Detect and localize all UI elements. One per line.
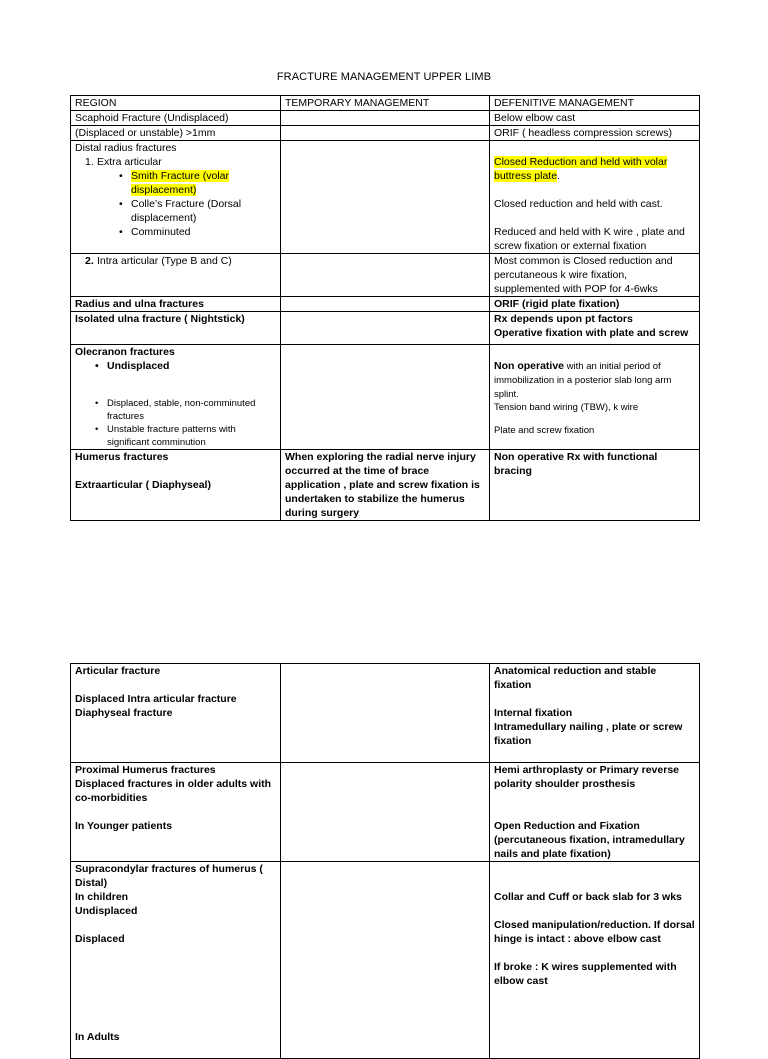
list-item: • Comminuted [119, 226, 191, 238]
table-row-articular [71, 664, 700, 763]
temporary-cell [281, 345, 490, 450]
temporary-cell [281, 763, 490, 862]
table-row-humerus [71, 450, 700, 521]
region-cell: Proximal Humerus fractures Displaced fractures in older adults with co-morbidities In Younger patients [71, 763, 281, 862]
header-temporary: TEMPORARY MANAGEMENT [281, 96, 490, 111]
temporary-cell [281, 312, 490, 345]
table-header-row [71, 96, 700, 111]
definitive-cell: Collar and Cuff or back slab for 3 wks Closed manipulation/reduction. If dorsal hinge is intact : above elbow cast If broke : K wires supplemented with elbow cast [490, 862, 700, 1059]
header-definitive: DEFENITIVE MANAGEMENT [490, 96, 700, 111]
table-row-supracondylar [71, 862, 700, 1059]
table-row-olecranon [71, 345, 700, 450]
region-cell: Radius and ulna fractures [71, 297, 281, 312]
region-cell: (Displaced or unstable) >1mm [71, 126, 281, 141]
table-row [71, 297, 700, 312]
definitive-cell: Rx depends upon pt factors Operative fixation with plate and screw [490, 312, 700, 345]
definitive-cell: Non operative Rx with functional bracing [490, 450, 700, 521]
fracture-table-lower [70, 663, 700, 1059]
region-cell: Supracondylar fractures of humerus ( Distal) In children Undisplaced Displaced In Adults [71, 862, 281, 1059]
region-cell: Articular fracture Displaced Intra articular fracture Diaphyseal fracture [71, 664, 281, 763]
temporary-cell [281, 862, 490, 1059]
list-item: • Colle’s Fracture (Dorsal displacement) [119, 198, 242, 224]
definitive-cell: Non operative with an initial period of immobilization in a posterior slab long arm splint. Tension band wiring (TBW), k wire Plate and screw fixation [490, 345, 700, 450]
definitive-cell: Below elbow cast [490, 111, 700, 126]
region-cell: Humerus fractures Extraarticular ( Diaphyseal) [71, 450, 281, 521]
header-region: REGION [71, 96, 281, 111]
temporary-cell [281, 254, 490, 297]
temporary-cell [281, 126, 490, 141]
region-cell: 2. Intra articular (Type B and C) [71, 254, 281, 297]
definitive-cell: ORIF (rigid plate fixation) [490, 297, 700, 312]
table-row [71, 126, 700, 141]
region-cell [71, 141, 281, 254]
temporary-cell [281, 141, 490, 254]
definitive-cell: Anatomical reduction and stable fixation Internal fixation Intramedullary nailing , plate or screw fixation [490, 664, 700, 763]
temporary-cell: When exploring the radial nerve injury occurred at the time of brace application , plate and screw fixation is undertaken to stabilize the humerus during surgery [281, 450, 490, 521]
table-row [71, 312, 700, 345]
region-cell: Olecranon fractures • Undisplaced • Displaced, stable, non-comminuted fractures • Unstable fracture patterns with significant comminution [71, 345, 281, 450]
smith-fracture-label: Smith Fracture (volar displacement) [131, 170, 230, 196]
table-row [71, 254, 700, 297]
definitive-cell: ORIF ( headless compression screws) [490, 126, 700, 141]
definitive-cell: Hemi arthroplasty or Primary reverse polarity shoulder prosthesis Open Reduction and Fixation (percutaneous fixation, intramedullary nails and plate fixation) [490, 763, 700, 862]
definitive-cell: Most common is Closed reduction and percutaneous k wire fixation, supplemented with POP for 4-6wks [490, 254, 700, 297]
fracture-table-upper [70, 95, 700, 521]
definitive-cell: Closed Reduction and held with volar buttress plate. Closed reduction and held with cast. Reduced and held with K wire , plate and screw fixation or external fixation [490, 141, 700, 254]
temporary-cell [281, 664, 490, 763]
table-row-distal-radius [71, 141, 700, 254]
temporary-cell [281, 297, 490, 312]
document-title: FRACTURE MANAGEMENT UPPER LIMB [276, 71, 492, 83]
list-item: • Smith Fracture (volar displacement) [119, 170, 230, 196]
table-row-proximal-humerus [71, 763, 700, 862]
region-cell: Isolated ulna fracture ( Nightstick) [71, 312, 281, 345]
distal-radius-title: Distal radius fractures [75, 142, 177, 154]
temporary-cell [281, 111, 490, 126]
smith-management-text: Closed Reduction and held with volar buttress plate [494, 156, 668, 182]
list-item: 1. Extra articular [85, 156, 162, 168]
region-cell: Scaphoid Fracture (Undisplaced) [71, 111, 281, 126]
table-row [71, 111, 700, 126]
